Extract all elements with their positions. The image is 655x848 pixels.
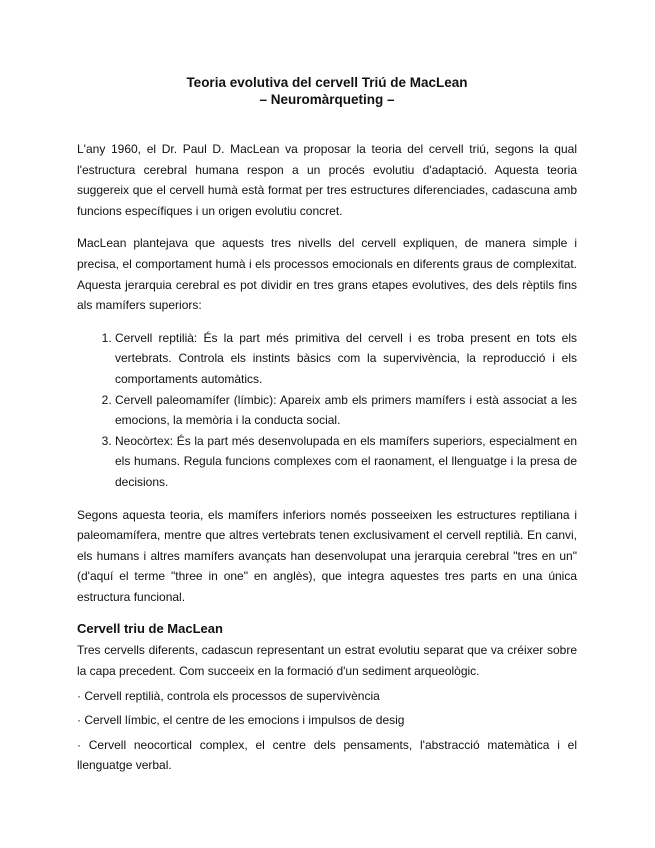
section-intro: Tres cervells diferents, cadascun representant un estrat evolutiu separat que va créixer sobre la capa precedent. Com succeeix en la formació d'un sediment arqueològic. (77, 643, 577, 679)
bullet-item: · Cervell neocortical complex, el centre dels pensaments, l'abstracció matemàtica i el llenguatge verbal. (77, 737, 577, 773)
document-title: Teoria evolutiva del cervell Triú de MacLean (186, 75, 468, 90)
brain-levels-list (77, 328, 577, 493)
paragraph-intro: L'any 1960, el Dr. Paul D. MacLean va proposar la teoria del cervell triú, segons la qual l'estructura cerebral humana respon a un procés evolutiu d'adaptació. Aquesta teoria suggereix que el cervell humà està format per tres estructures diferenciades, cadascuna amb funcions específiques i un origen evolutiu concret. (77, 142, 577, 218)
bullet-item: · Cervell límbic, el centre de les emocions i impulsos de desig (77, 713, 405, 728)
list-item: 2. Cervell paleomamífer (límbic): Apareix amb els primers mamífers i està associat a les emocions, la memòria i la conducta social. (115, 390, 577, 431)
paragraph-hierarchy: MacLean plantejava que aquests tres nivells del cervell expliquen, de manera simple i precisa, el comportament humà i els processos emocionals en diferents graus de complexitat. Aquesta jerarquia cerebral es pot dividir en tres grans etapes evolutives, des dels rèptils fins als mamífers superiors: (77, 236, 577, 313)
title-block (77, 74, 577, 108)
section-heading: Cervell triu de MacLean (77, 621, 223, 637)
paragraph-theory: Segons aquesta teoria, els mamífers inferiors només posseeixen les estructures reptiliana i paleomamífera, mentre que altres vertebrats tenen exclusivament el cervell reptilià. En canvi, els humans i altres mamífers avançats han desenvolupat una jerarquia cerebral "tres en un" (d'aquí el terme "three in one" en anglès), que integra aquestes tres parts en una única estructura funcional. (77, 507, 577, 604)
document-page (77, 74, 577, 780)
document-subtitle: – Neuromàrqueting – (259, 92, 395, 107)
bullet-item: · Cervell reptilià, controla els processos de supervivència (77, 688, 380, 703)
list-item: 3. Neocòrtex: És la part més desenvolupada en els mamífers superiors, especialment en els humans. Regula funcions complexes com el raonament, el llenguatge i la presa de decisions. (115, 431, 577, 493)
list-item: 1. Cervell reptilià: És la part més primitiva del cervell i es troba present en tots els vertebrats. Controla els instints bàsics com la supervivència, la reproducció i els comportaments automàtics. (115, 328, 577, 390)
